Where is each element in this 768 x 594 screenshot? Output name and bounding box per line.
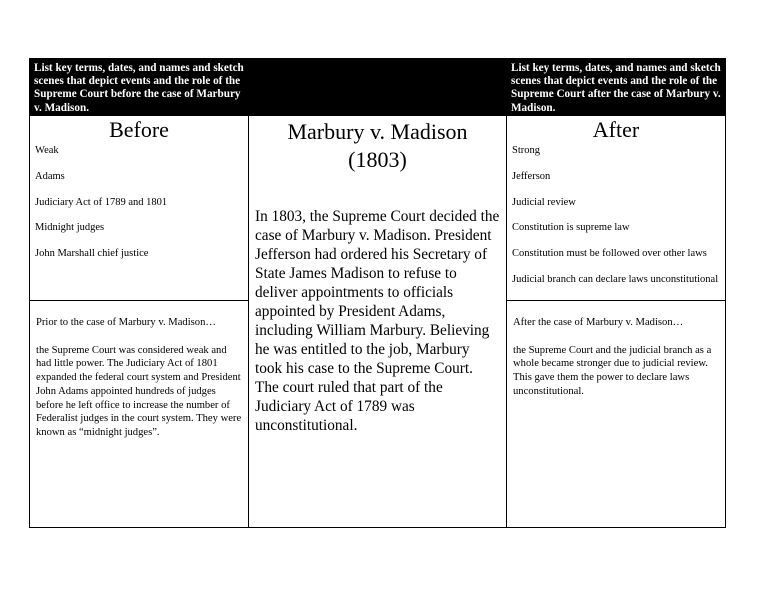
graphic-organizer — [29, 58, 726, 528]
list-item: Judicial review — [512, 196, 576, 208]
before-terms-cell — [29, 115, 249, 301]
list-item: Jefferson — [512, 170, 551, 182]
list-item: Constitution must be followed over other laws — [512, 248, 707, 260]
before-summary-cell — [29, 300, 249, 528]
after-summary-lead: After the case of Marbury v. Madison… — [513, 317, 684, 328]
list-item: Weak — [35, 145, 59, 156]
case-description: In 1803, the Supreme Court decided the case of Marbury v. Madison. President Jefferson had ordered his Secretary of State James Madison to refuse to deliver appointments to officials appointed by President Adams, including William Marbury. Believing he was entitled to the job, Marbury took his case to the Supreme Court. The court ruled that part of the Judiciary Act of 1789 was unconstitutional. — [255, 208, 500, 434]
after-prompt-header — [506, 58, 726, 116]
before-prompt-text: List key terms, dates, and names and sketch scenes that depict events and the role of the Supreme Court before the case of Marbury v. Madison. — [34, 62, 244, 114]
before-summary-body: the Supreme Court was considered weak and had little power. The Judiciary Act of 1801 expanded the federal court system and President John Adams appointed hundreds of judges before he left office to increase the number of Federalist judges in the court system. They were known as “midnight judges”. — [36, 344, 242, 438]
before-term-list — [30, 145, 248, 261]
list-item: Constitution is supreme law — [512, 222, 630, 234]
case-title-year: (1803) — [348, 147, 407, 172]
list-item: Judiciary Act of 1789 and 1801 — [35, 196, 168, 208]
after-summary-body: the Supreme Court and the judicial branch as a whole became stronger due to judicial review. This gave them the power to declare laws unconstitutional. — [513, 344, 712, 397]
after-heading: After — [592, 117, 640, 142]
after-terms-cell — [506, 115, 726, 301]
after-term-list — [507, 145, 725, 286]
after-summary-cell — [506, 300, 726, 528]
case-title — [249, 118, 506, 174]
list-item: John Marshall chief justice — [35, 248, 149, 260]
case-title-name: Marbury v. Madison — [287, 119, 468, 144]
middle-header-band — [248, 58, 506, 116]
case-summary-cell — [248, 115, 507, 528]
list-item: Judicial branch can declare laws unconstitutional — [512, 273, 719, 285]
before-summary-lead: Prior to the case of Marbury v. Madison… — [36, 317, 216, 328]
before-heading: Before — [109, 117, 169, 142]
before-prompt-header — [29, 58, 248, 116]
list-item: Adams — [35, 170, 65, 182]
after-prompt-text: List key terms, dates, and names and sketch scenes that depict events and the role of the Supreme Court after the case of Marbury v. Madison. — [511, 62, 721, 114]
list-item: Midnight judges — [35, 222, 105, 234]
list-item: Strong — [512, 145, 541, 156]
